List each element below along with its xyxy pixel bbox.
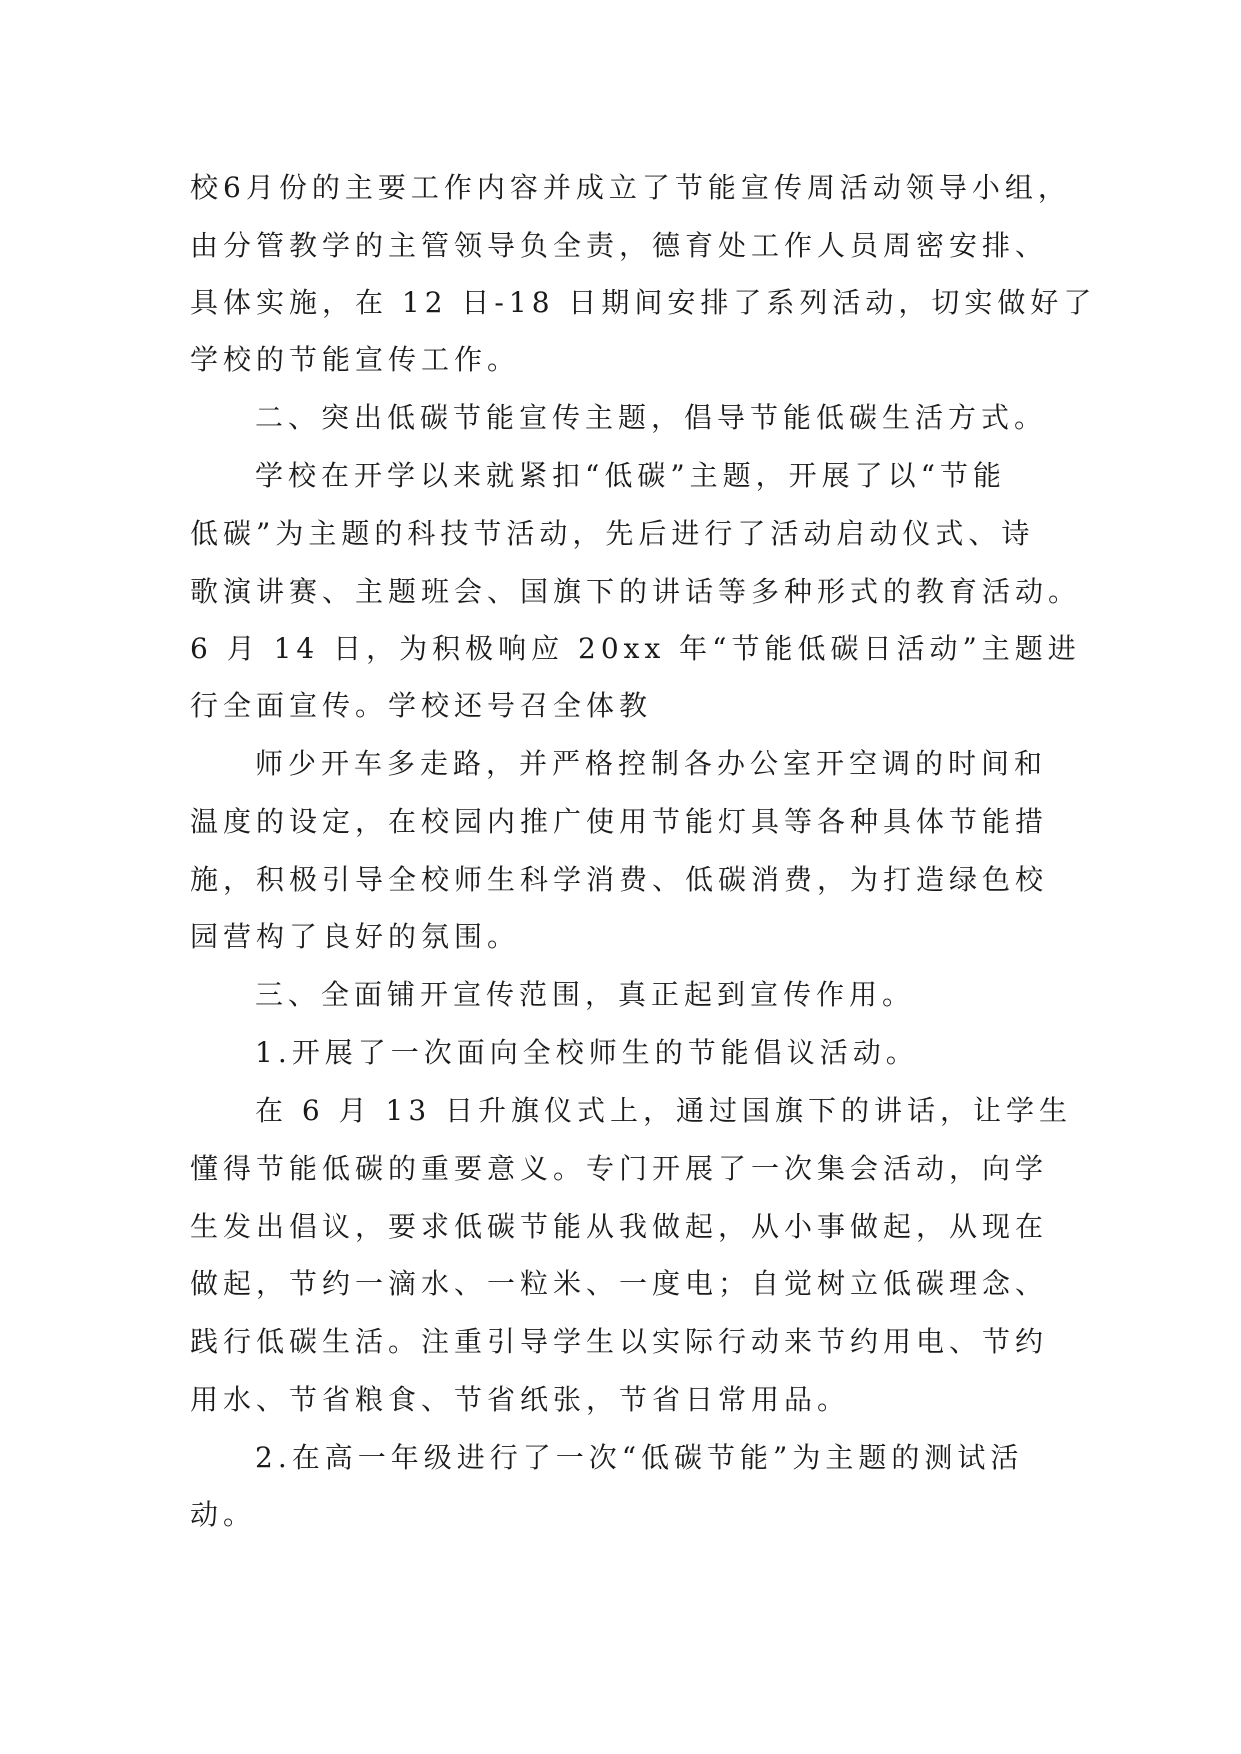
text-line: 温度的设定，在校园内推广使用节能灯具等各种具体节能措 [190,805,1049,838]
text-line: 学校在开学以来就紧扣“低碳”主题，开展了以“节能 [255,459,1006,492]
text-line: 动。 [190,1498,257,1531]
text-line: 在 6 月 13 日升旗仪式上，通过国旗下的讲话，让学生 [255,1094,1073,1127]
text-line: 践行低碳生活。注重引导学生以实际行动来节约用电、节约 [190,1325,1049,1358]
text-line: 学校的节能宣传工作。 [190,343,521,376]
text-line: 具体实施，在 12 日-18 日期间安排了系列活动，切实做好了 [190,286,1097,319]
text-line: 校6月份的主要工作内容并成立了节能宣传周活动领导小组， [190,171,1071,204]
section-heading: 二、突出低碳节能宣传主题，倡导节能低碳生活方式。 [255,401,1048,434]
text-line: 生发出倡议，要求低碳节能从我做起，从小事做起，从现在 [190,1210,1049,1243]
text-line: 园营构了良好的氛围。 [190,920,521,953]
text-line: 用水、节省粮食、节省纸张，节省日常用品。 [190,1383,851,1416]
list-item-heading: 2.在高一年级进行了一次“低碳节能”为主题的测试活 [255,1441,1024,1474]
text-line: 施，积极引导全校师生科学消费、低碳消费，为打造绿色校 [190,863,1049,896]
text-line: 行全面宣传。学校还号召全体教 [190,689,653,722]
text-line: 由分管教学的主管领导负全责，德育处工作人员周密安排、 [190,229,1049,262]
text-line: 歌演讲赛、主题班会、国旗下的讲话等多种形式的教育活动。 [190,575,1082,608]
list-item-heading: 1.开展了一次面向全校师生的节能倡议活动。 [255,1036,919,1069]
text-line: 懂得节能低碳的重要意义。专门开展了一次集会活动，向学 [190,1152,1049,1185]
section-heading: 三、全面铺开宣传范围，真正起到宣传作用。 [255,978,916,1011]
text-line: 6 月 14 日，为积极响应 20xx 年“节能低碳日活动”主题进 [190,632,1081,665]
text-line: 做起，节约一滴水、一粒米、一度电；自觉树立低碳理念、 [190,1267,1049,1300]
text-line: 师少开车多走路，并严格控制各办公室开空调的时间和 [255,747,1048,780]
text-line: 低碳”为主题的科技节活动，先后进行了活动启动仪式、诗 [190,517,1035,550]
